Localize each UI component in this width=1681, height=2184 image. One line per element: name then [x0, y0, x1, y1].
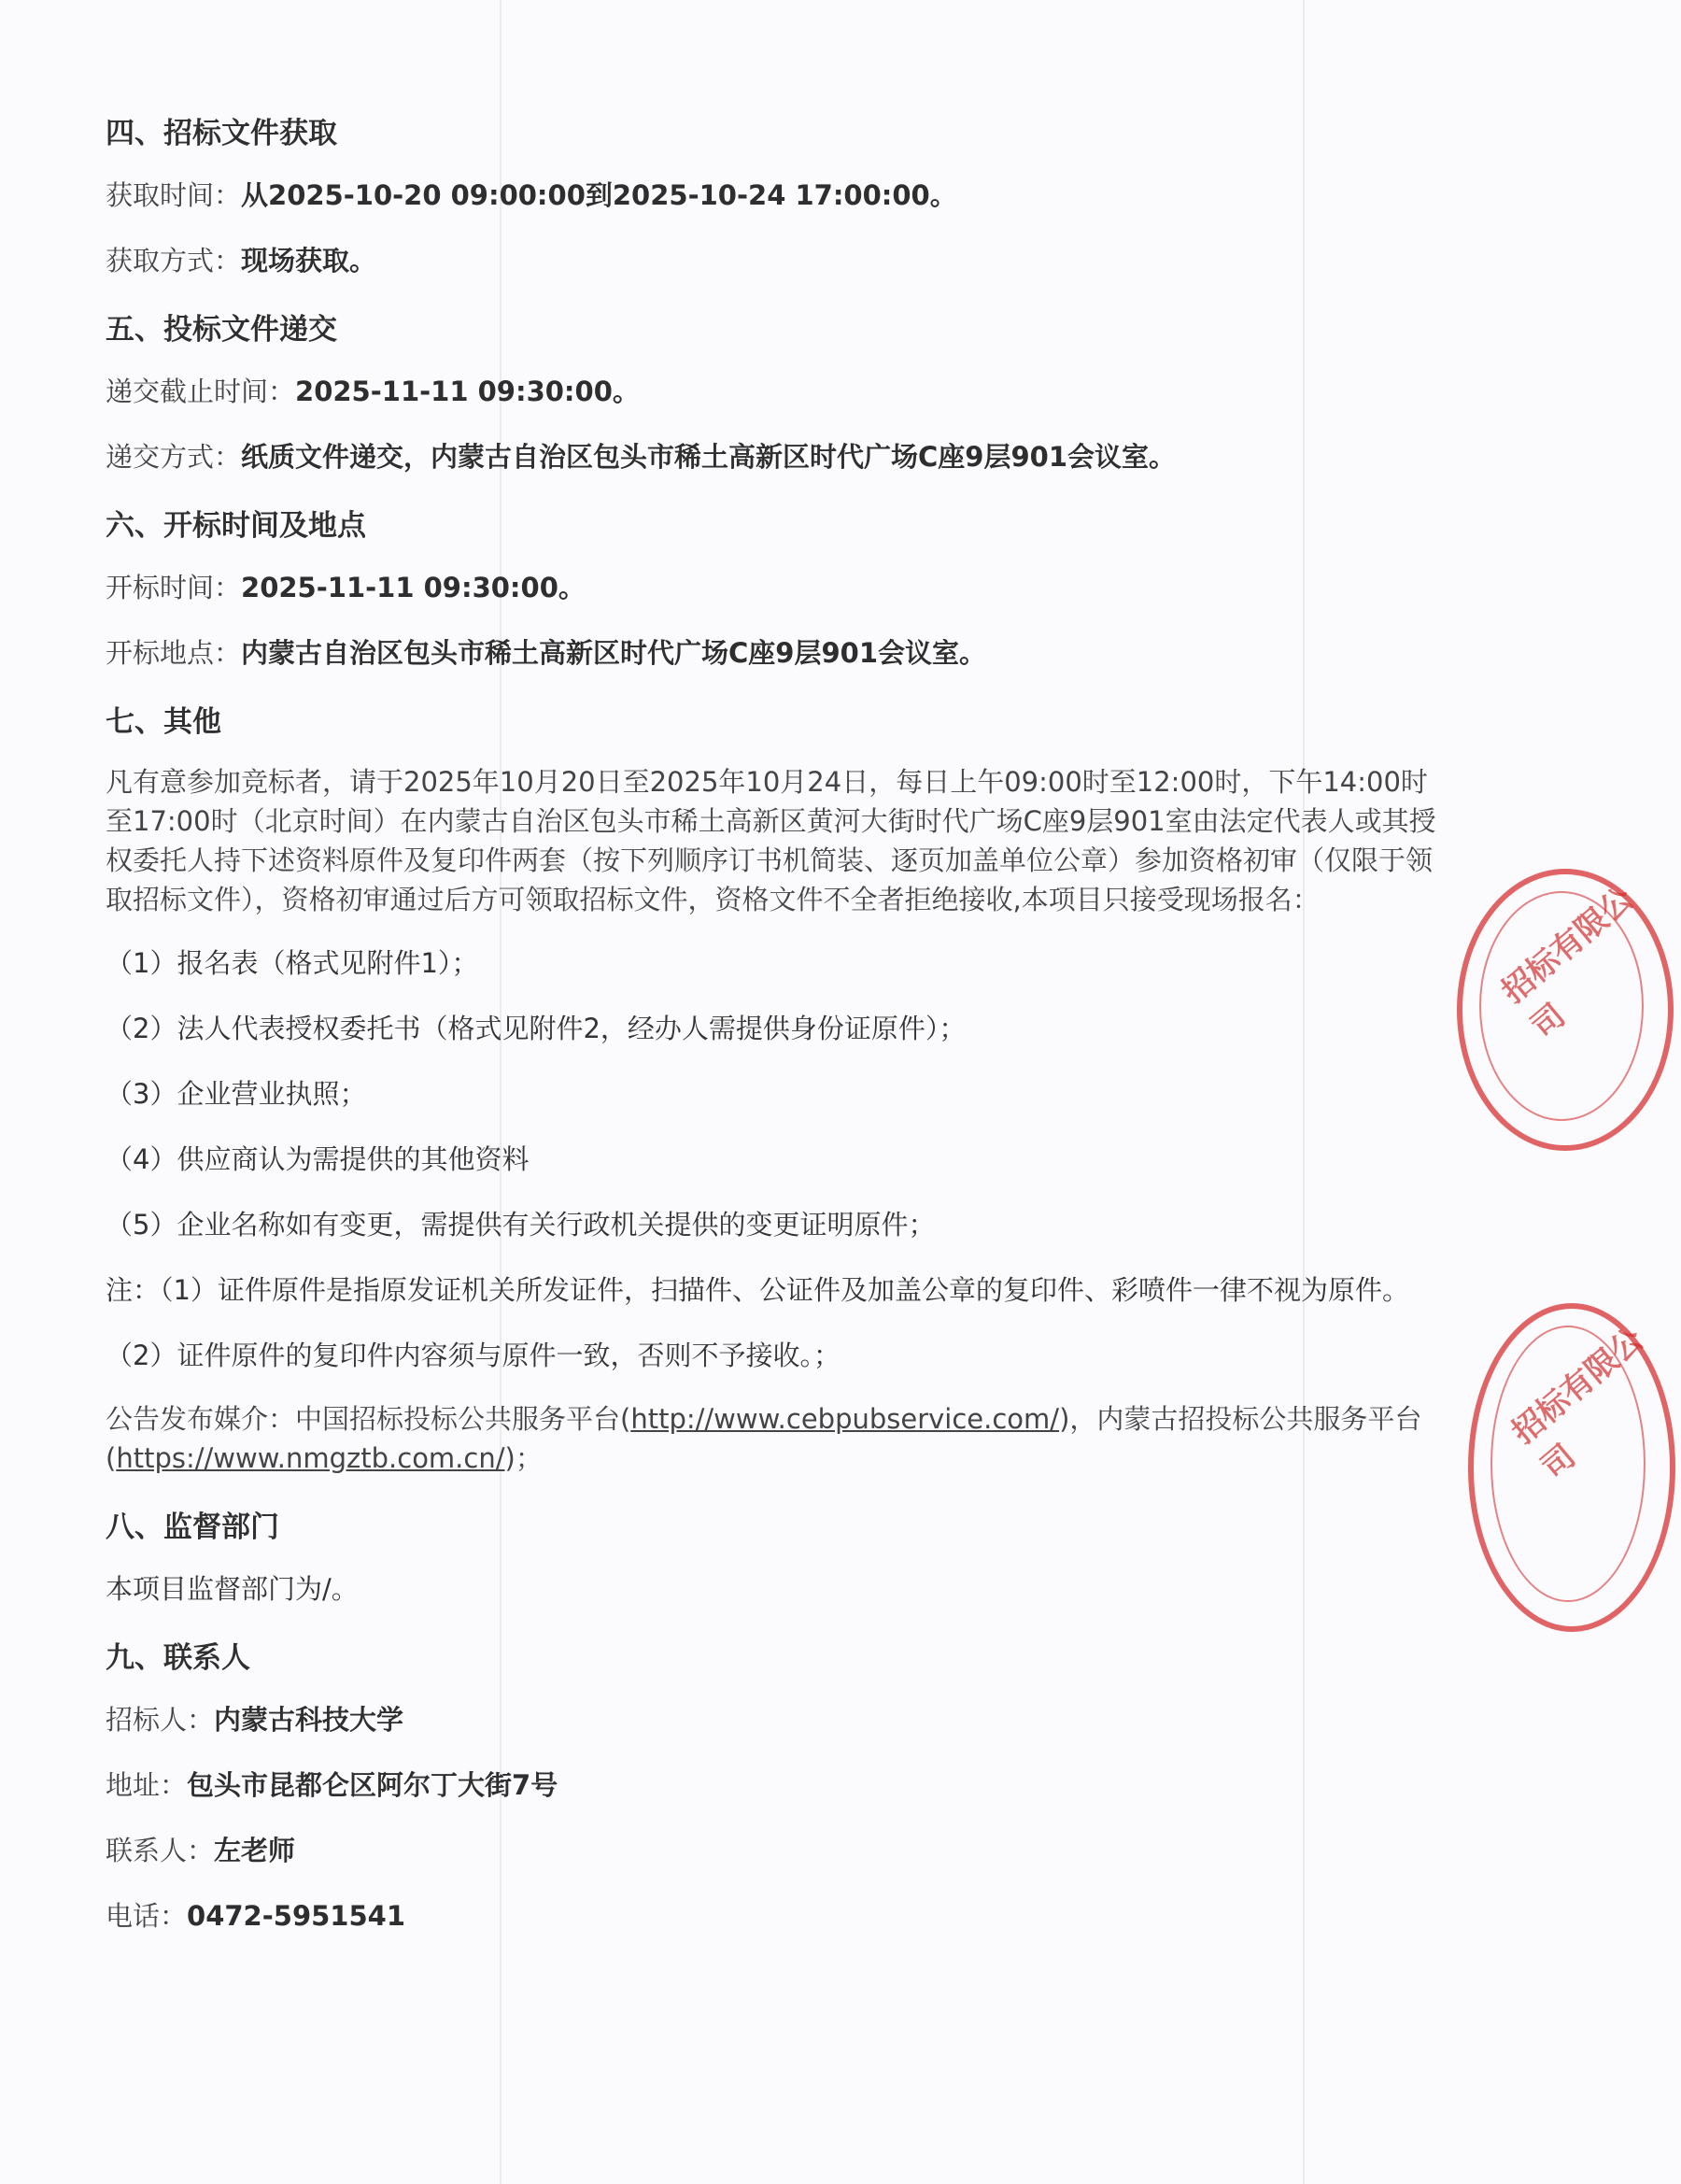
fetch-method-label: 获取方式： [106, 245, 242, 277]
phone-value: 0472-5951541 [187, 1900, 406, 1932]
media-mid: )，内蒙古招投标公共服务平台 [1059, 1403, 1422, 1435]
opening-place-value: 内蒙古自治区包头市稀土高新区时代广场C座9层901会议室。 [241, 637, 987, 669]
red-seal-stamp-1 [1457, 869, 1674, 1151]
fetch-time-line [106, 176, 1450, 215]
contact-line [106, 1831, 1450, 1870]
fetch-method-line [106, 241, 1450, 280]
media-suffix: )； [504, 1442, 543, 1474]
address-label: 地址： [106, 1769, 188, 1801]
phone-line [106, 1896, 1450, 1936]
opening-place-line [106, 633, 1450, 673]
media-prefix: 公告发布媒介：中国招标投标公共服务平台( [106, 1403, 631, 1435]
nmgztb-link[interactable]: https://www.nmgztb.com.cn/ [116, 1442, 505, 1474]
supervision-text: 本项目监督部门为/。 [106, 1573, 359, 1605]
deadline-line [106, 372, 1450, 411]
fetch-time-value: 从2025-10-20 09:00:00到2025-10-24 17:00:00。 [241, 179, 957, 211]
deadline-label: 递交截止时间： [106, 376, 296, 407]
contact-value: 左老师 [214, 1835, 296, 1866]
red-seal-text: 招标有限公司 [1504, 1320, 1651, 1487]
opening-time-line [106, 568, 1450, 607]
opening-time-value: 2025-11-11 09:30:00。 [241, 572, 586, 603]
note-2: （2）证件原件的复印件内容须与原件一致，否则不予接收。； [106, 1340, 840, 1371]
tenderer-label: 招标人： [106, 1704, 215, 1736]
address-line [106, 1766, 1450, 1805]
list-item: （5）企业名称如有变更，需提供有关行政机关提供的变更证明原件； [106, 1209, 936, 1241]
opening-place-label: 开标地点： [106, 637, 242, 669]
note-1: 注：（1）证件原件是指原发证机关所发证件，扫描件、公证件及加盖公章的复印件、彩喷件一律不视为原件。 [106, 1274, 1409, 1306]
list-item: （3）企业营业执照； [106, 1078, 367, 1110]
opening-time-label: 开标时间： [106, 572, 242, 603]
cebpubservice-link[interactable]: http://www.cebpubservice.com/ [630, 1403, 1060, 1435]
media-open: ( [106, 1442, 117, 1474]
submit-method-line [106, 437, 1450, 476]
tenderer-value: 内蒙古科技大学 [214, 1704, 404, 1736]
list-item: （1）报名表（格式见附件1）； [106, 947, 479, 979]
red-seal-stamp-2 [1468, 1303, 1675, 1632]
document-content [106, 110, 1450, 1936]
publish-media [106, 1399, 1441, 1478]
submit-method-label: 递交方式： [106, 441, 242, 473]
section-7-heading: 七、其他 [106, 705, 221, 739]
deadline-value: 2025-11-11 09:30:00。 [295, 376, 640, 407]
list-item: （2）法人代表授权委托书（格式见附件2，经办人需提供身份证原件）； [106, 1013, 967, 1044]
section-4-heading: 四、招标文件获取 [106, 117, 337, 150]
address-value: 包头市昆都仑区阿尔丁大街7号 [187, 1769, 558, 1801]
submit-method-value: 纸质文件递交，内蒙古自治区包头市稀土高新区时代广场C座9层901会议室。 [241, 441, 1177, 473]
phone-label: 电话： [106, 1900, 188, 1932]
section-6-heading: 六、开标时间及地点 [106, 509, 366, 543]
tenderer-line [106, 1700, 1450, 1739]
fetch-time-label: 获取时间： [106, 179, 242, 211]
red-seal-text: 招标有限公司 [1494, 880, 1641, 1046]
registration-intro: 凡有意参加竞标者，请于2025年10月20日至2025年10月24日，每日上午09:00时至12:00时，下午14:00时至17:00时（北京时间）在内蒙古自治区包头市稀土高新区黄河大街时代广场C座9层901室由法定代表人或其授权委托人持下述资料原件及复印件两套（按下列顺序订书机简装、逐页加盖单位公章）参加资格初审（仅限于领取招标文件），资格初审通过后方可领取招标文件，资格文件不全者拒绝接收,本项目只接受现场报名： [106, 766, 1436, 915]
fetch-method-value: 现场获取。 [241, 245, 377, 277]
section-5-heading: 五、投标文件递交 [106, 313, 337, 347]
contact-label: 联系人： [106, 1835, 215, 1866]
section-9-heading: 九、联系人 [106, 1641, 250, 1675]
section-8-heading: 八、监督部门 [106, 1510, 279, 1544]
list-item: （4）供应商认为需提供的其他资料 [106, 1143, 530, 1175]
